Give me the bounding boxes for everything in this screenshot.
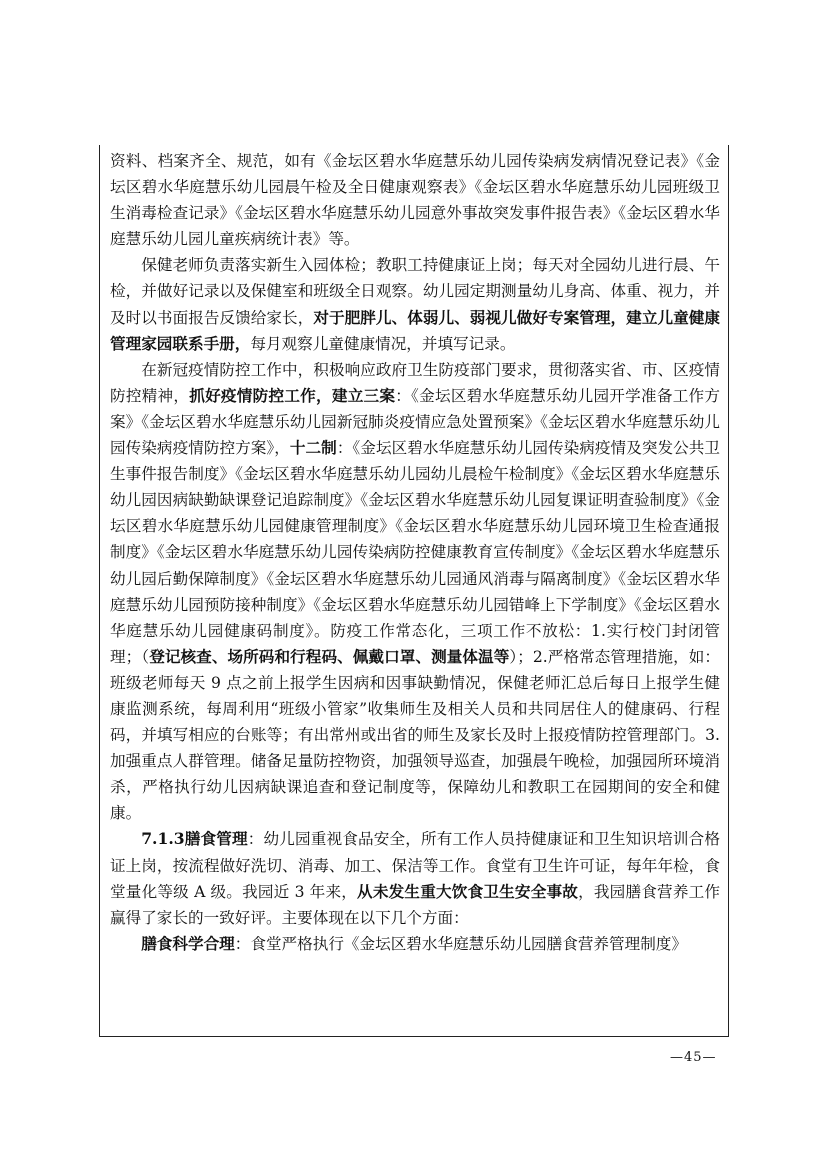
text-run: ，我园膳食营养工作赢得了家长的一致好评。主要体现在以下几个方面：: [110, 882, 720, 927]
text-run: ：食堂严格执行《金坛区碧水华庭慧乐幼儿园膳食营养管理制度》: [234, 934, 687, 953]
text-run-bold: 登记核查、场所码和行程码、佩戴口罩、测量体温等: [149, 646, 510, 666]
text-run: ：《金坛区碧水华庭慧乐幼儿园传染病疫情及突发公共卫生事件报告制度》《金坛区碧水华庭慧乐幼儿园幼儿晨检午检制度》《金坛区碧水华庭慧乐幼儿园因病缺勤缺课登记追踪制度》《金坛区碧水华庭慧乐幼儿园复课证明查验制度》《金坛区碧水华庭慧乐幼儿园健康管理制度》《金坛区碧水华庭慧乐幼儿园环境卫生检查通报制度》《金坛区碧水华庭慧乐幼儿园传染病防控健康教育宣传制度》《金坛区碧水华庭慧乐幼儿园后勤保障制度》《金坛区碧水华庭慧乐幼儿园通风消毒与隔离制度》《金坛区碧水华庭慧乐幼儿园预防接种制度》《金坛区碧水华庭慧乐幼儿园错峰上下学制度》《金坛区碧水华庭慧乐幼儿园健康码制度》。防疫工作常态化，三项工作不放松：1.实行校门封闭管理；（: [110, 439, 720, 666]
paragraph-meal-management: [110, 826, 720, 930]
content-frame: [99, 145, 729, 1037]
page-number: —45—: [670, 1050, 717, 1065]
paragraph-scientific-meals: [110, 931, 720, 957]
text-run-bold: 抓好疫情防控工作，建立三案: [189, 385, 396, 405]
text-run-bold: 对于肥胖儿、体弱儿、弱视儿做好专案管理，建立儿童健康管理家园联系手册，: [110, 307, 720, 353]
text-run: 在新冠疫情防控工作中，积极响应政府卫生防疫部门要求，贯彻落实省、市、区疫情防控精神，: [110, 360, 720, 405]
text-run: 资料、档案齐全、规范，如有《金坛区碧水华庭慧乐幼儿园传染病发病情况登记表》《金坛区碧水华庭慧乐幼儿园晨午检及全日健康观察表》《金坛区碧水华庭慧乐幼儿园班级卫生消毒检查记录》《金坛区碧水华庭慧乐幼儿园意外事故突发事件报告表》《金坛区碧水华庭慧乐幼儿园儿童疾病统计表》等。: [110, 152, 720, 249]
text-run-bold: 从未发生重大饮食卫生安全事故: [357, 881, 579, 901]
paragraph-health-checks: [110, 252, 720, 356]
text-run-bold: 膳食科学合理: [141, 933, 235, 953]
section-heading: 7.1.3膳食管理: [141, 829, 248, 849]
text-run: 保健老师负责落实新生入园体检；教职工持健康证上岗；每天对全园幼儿进行晨、午检，并做好记录以及保健室和班级全日观察。幼儿园定期测量幼儿身高、体重、视力，并及时以书面报告反馈给家长，: [110, 256, 720, 327]
text-run-bold: 十二制: [289, 438, 337, 458]
document-body: [110, 148, 720, 957]
text-run: ：幼儿园重视食品安全，所有工作人员持健康证和卫生知识培训合格证上岗，按流程做好洗切、消毒、加工、保洁等工作。食堂有卫生许可证，每年年检，食堂量化等级 A 级。我园近 3 年来，: [110, 830, 720, 901]
text-run: 每月观察儿童健康情况，并填写记录。: [250, 334, 516, 353]
paragraph-epidemic-control: [110, 357, 720, 827]
text-run: ：《金坛区碧水华庭慧乐幼儿园开学准备工作方案》《金坛区碧水华庭慧乐幼儿园新冠肺炎疫情应急处置预案》《金坛区碧水华庭慧乐幼儿园传染病疫情防控方案》，: [110, 386, 720, 458]
text-run: ）；2.严格常态管理措施，如：班级老师每天 9 点之前上报学生因病和因事缺勤情况，保健老师汇总后每日上报学生健康监测系统，每周利用“班级小管家”收集师生及相关人员和共同居住人的健康码、行程码，并填写相应的台账等；有出常州或出省的师生及家长及时上报疫情防控管理部门。3.加强重点人群管理。储备足量防控物资，加强领导巡查，加强晨午晚检，加强园所环境消杀，严格执行幼儿因病缺课追查和登记制度等，保障幼儿和教职工在园期间的安全和健康。: [110, 647, 720, 823]
paragraph-records: [110, 148, 720, 252]
